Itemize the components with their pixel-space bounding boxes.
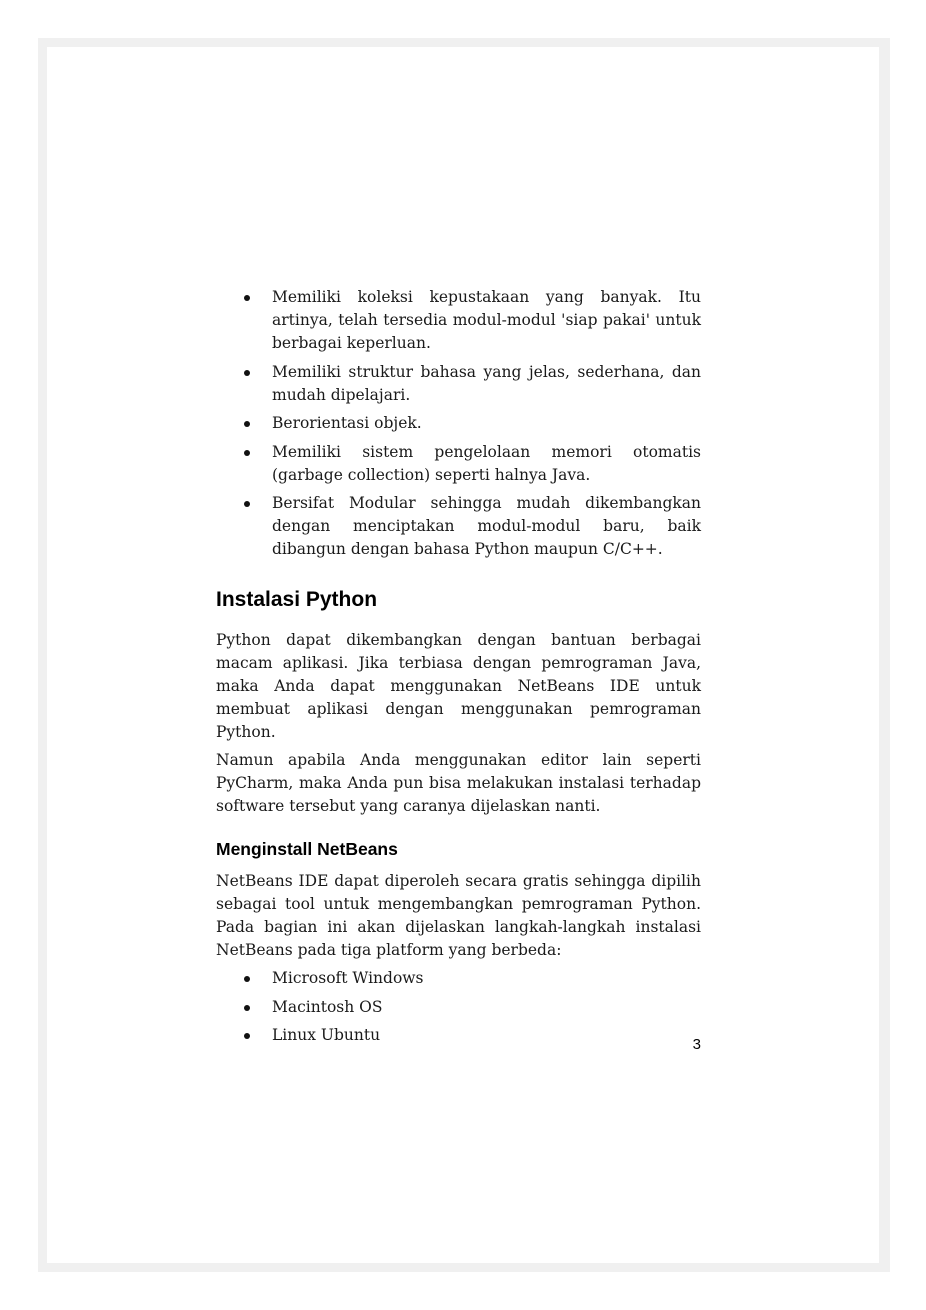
paragraph: Namun apabila Anda menggunakan editor lain seperti PyCharm, maka Anda pun bisa melakukan instalasi terhadap software tersebut yang caranya dijelaskan nanti. — [216, 751, 701, 815]
list-item: Linux Ubuntu — [216, 1024, 701, 1047]
features-list — [216, 286, 701, 561]
list-item: Microsoft Windows — [216, 967, 701, 990]
section-title-instalasi: Instalasi Python — [216, 588, 378, 611]
list-item: Macintosh OS — [216, 996, 701, 1019]
list-item: Memiliki sistem pengelolaan memori otomatis (garbage collection) seperti halnya Java. — [216, 441, 701, 487]
list-item: Berorientasi objek. — [216, 412, 701, 435]
list-item: Memiliki struktur bahasa yang jelas, sederhana, dan mudah dipelajari. — [216, 361, 701, 407]
platforms-list — [216, 967, 701, 1047]
page-content — [216, 286, 701, 1053]
bullet-icon — [244, 1033, 250, 1039]
page-number: 3 — [692, 1036, 701, 1053]
bullet-icon — [244, 295, 250, 301]
bullet-icon — [244, 976, 250, 982]
list-item: Bersifat Modular sehingga mudah dikembangkan dengan menciptakan modul-modul baru, baik dibangun dengan bahasa Python maupun C/C++. — [216, 492, 701, 561]
bullet-icon — [244, 1005, 250, 1011]
paragraph: Python dapat dikembangkan dengan bantuan berbagai macam aplikasi. Jika terbiasa dengan pemrograman Java, maka Anda dapat menggunakan NetBeans IDE untuk membuat aplikasi dengan menggunakan pemrograman Python. — [216, 631, 701, 741]
bullet-icon — [244, 370, 250, 376]
bullet-icon — [244, 421, 250, 427]
paragraph: NetBeans IDE dapat diperoleh secara gratis sehingga dipilih sebagai tool untuk mengembangkan pemrograman Python. Pada bagian ini akan dijelaskan langkah-langkah instalasi NetBeans pada tiga platform yang berbeda: — [216, 872, 701, 959]
list-item: Memiliki koleksi kepustakaan yang banyak. Itu artinya, telah tersedia modul-modul 'siap pakai' untuk berbagai keperluan. — [216, 286, 701, 355]
section-title-netbeans: Menginstall NetBeans — [216, 839, 398, 859]
bullet-icon — [244, 450, 250, 456]
bullet-icon — [244, 501, 250, 507]
